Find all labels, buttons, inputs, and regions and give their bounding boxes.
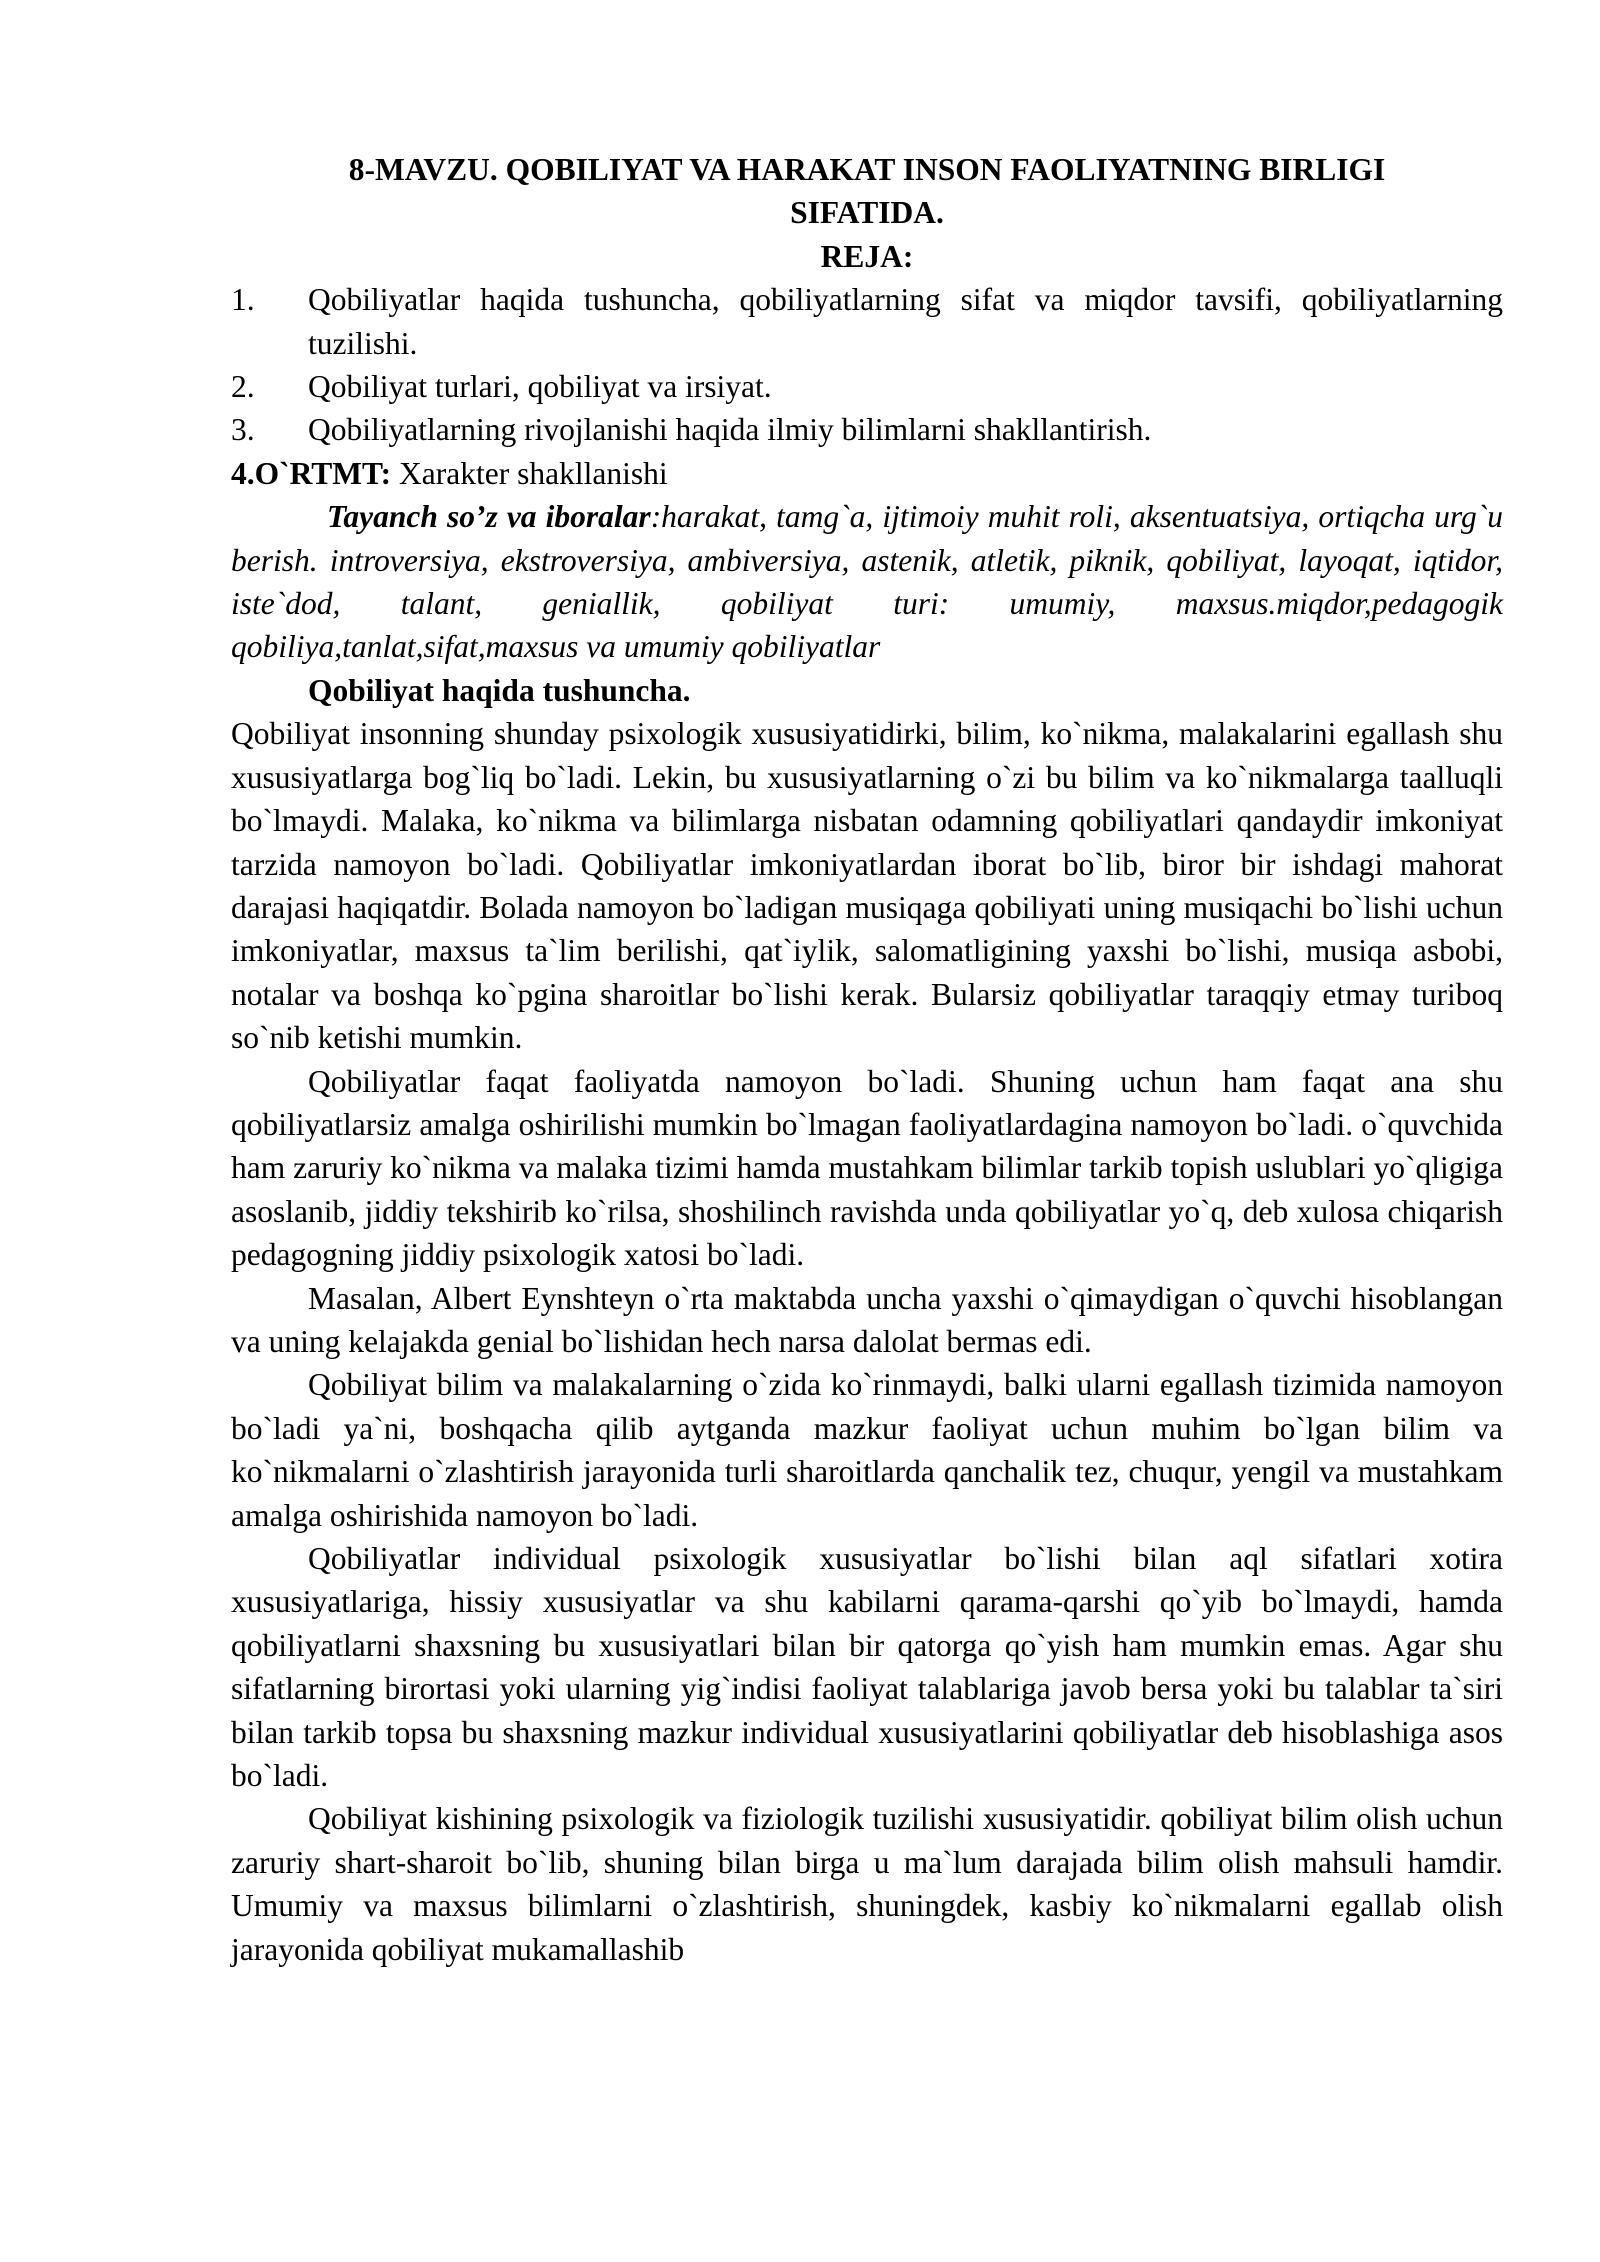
ortmt-text: Xarakter shakllanishi — [391, 455, 668, 491]
body-paragraph: Qobiliyatlar faqat faoliyatda namoyon bo`ladi. Shuning uchun ham faqat ana shu qobiliyatlarsiz amalga oshirilishi mumkin bo`lmagan faoliyatlardagina namoyon bo`ladi. o`quvchida ham zaruriy ko`nikma va malaka tizimi hamda mustahkam bilimlar tarkib topish uslublari yo`qligiga asoslanib, jiddiy tekshirib ko`rilsa, shoshilinch ravishda unda qobiliyatlar yo`q, deb xulosa chiqarish pedagogning jiddiy psixologik xatosi bo`ladi. — [231, 1063, 1503, 1273]
plan-item-text: Qobiliyatlar haqida tushuncha, qobiliyatlarning sifat va miqdor tavsifi, qobiliyatlarning tuzilishi. — [308, 282, 1503, 361]
keywords-label: Tayanch so’z va iboralar — [327, 499, 651, 535]
section-heading: Qobiliyat haqida tushuncha. — [308, 672, 691, 708]
plan-heading: REJA: — [820, 238, 914, 274]
plan-item-number: 3. — [231, 412, 255, 448]
body-paragraph: Qobiliyat kishining psixologik va fiziologik tuzilishi xususiyatidir. qobiliyat bilim olish uchun zaruriy shart-sharoit bo`lib, shuning bilan birga u ma`lum darajada bilim olish mahsuli hamdir. Umumiy va maxsus bilimlarni o`zlashtirish, shuningdek, kasbiy ko`nikmalarni egallab olish jarayonida qobiliyat mukamallashib — [231, 1801, 1503, 1967]
document-title: 8-MAVZU. QOBILIYAT VA HARAKAT INSON FAOLIYATNING BIRLIGI SIFATIDA. — [348, 152, 1386, 231]
plan-list — [231, 278, 1503, 452]
body-paragraph: Masalan, Albert Eynshteyn o`rta maktabda uncha yaxshi o`qimaydigan o`quvchi hisoblangan va uning kelajakda genial bo`lishidan hech narsa dalolat bermas edi. — [231, 1280, 1503, 1359]
plan-item — [231, 365, 1503, 408]
plan-item — [231, 278, 1503, 365]
ortmt-label: 4.O`RTMT: — [231, 455, 392, 491]
body-paragraph: Qobiliyat insonning shunday psixologik xususiyatidirki, bilim, ko`nikma, malakalarini egallash shu xususiyatlarga bog`liq bo`ladi. Lekin, bu xususiyatlarning o`zi bu bilim va ko`nikmalarga taalluqli bo`lmaydi. Malaka, ko`nikma va bilimlarga nisbatan odamning qobiliyatlari qandaydir imkoniyat tarzida namoyon bo`ladi. Qobiliyatlar imkoniyatlardan iborat bo`lib, biror bir ishdagi mahorat darajasi haqiqatdir. Bolada namoyon bo`ladigan musiqaga qobiliyati uning musiqachi bo`lishi uchun imkoniyatlar, maxsus ta`lim berilishi, qat`iylik, salomatligining yaxshi bo`lishi, musiqa asbobi, notalar va boshqa ko`pgina sharoitlar bo`lishi kerak. Bularsiz qobiliyatlar taraqqiy etmay turiboq so`nib ketishi mumkin. — [231, 716, 1503, 1056]
plan-item-number: 2. — [231, 369, 255, 405]
body-paragraph: Qobiliyatlar individual psixologik xususiyatlar bo`lishi bilan aql sifatlari xotira xususiyatlariga, hissiy xususiyatlar va shu kabilarni qarama-qarshi qo`yib bo`lmaydi, hamda qobiliyatlarni shaxsning bu xususiyatlari bilan bir qatorga qo`yish ham mumkin emas. Agar shu sifatlarning birortasi yoki ularning yig`indisi faoliyat talablariga javob bersa yoki bu talablar ta`siri bilan tarkib topsa bu shaxsning mazkur individual xususiyatlarini qobiliyatlar deb hisoblashiga asos bo`ladi. — [231, 1541, 1503, 1794]
plan-item-text: Qobiliyatlarning rivojlanishi haqida ilmiy bilimlarni shakllantirish. — [308, 412, 1152, 448]
plan-item-text: Qobiliyat turlari, qobiliyat va irsiyat. — [308, 369, 772, 405]
plan-item-number: 1. — [231, 282, 255, 318]
keywords-paragraph — [231, 495, 1503, 669]
ortmt-line — [231, 452, 1503, 495]
plan-item — [231, 408, 1503, 451]
document-page — [231, 148, 1503, 1971]
body-paragraph: Qobiliyat bilim va malakalarning o`zida ko`rinmaydi, balki ularni egallash tizimida namoyon bo`ladi ya`ni, boshqacha qilib aytganda mazkur faoliyat uchun muhim bo`lgan bilim va ko`nikmalarni o`zlashtirish jarayonida turli sharoitlarda qanchalik tez, chuqur, yengil va mustahkam amalga oshirishida namoyon bo`ladi. — [231, 1367, 1503, 1533]
keywords-text: :harakat, tamg`a, ijtimoiy muhit roli, aksentuatsiya, ortiqcha urg`u berish. introversiya, ekstroversiya, ambiversiya, astenik, atletik, piknik, qobiliyat, layoqat, iqtidor, iste`dod, talant, geniallik, qobiliyat turi: umumiy, maxsus.miqdor,pedagogik qobiliya,tanlat,sifat,maxsus va umumiy qobiliyatlar — [231, 499, 1504, 665]
